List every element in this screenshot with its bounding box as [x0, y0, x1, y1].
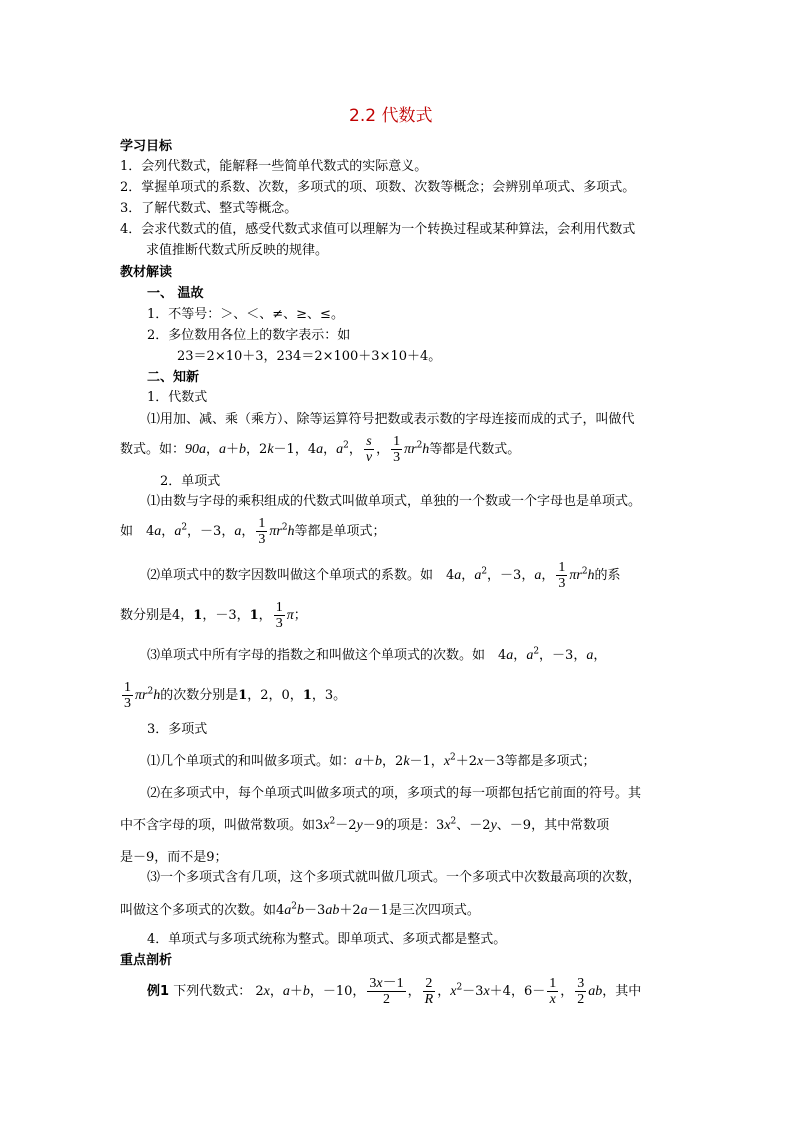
- section-2-para-1b-post: 等都是单项式；: [294, 524, 386, 539]
- section-3-para-3b-pre: 叫做这个多项式的次数。如: [120, 903, 277, 918]
- section-3-para-2b-pre: 中不含字母的项，叫做常数项。如: [120, 818, 316, 833]
- section-2-para-2a-pre: ⑵单项式中的数字因数叫做这个单项式的系数。如: [147, 568, 434, 583]
- section-2-para-3b: $\frac{1}{3}$ $\pi r^2h$的次数分别是1，2，0，1，3。: [124, 680, 347, 711]
- review-item-1: 1．不等号：＞、＜、≠、≥、≤。: [147, 307, 344, 322]
- section-3-para-2c: 是－9，而不是9；: [120, 850, 228, 865]
- section-4: 4．单项式与多项式统称为整式。即单项式、多项式都是整式。: [147, 932, 507, 947]
- example-1-label: 例1: [147, 984, 170, 999]
- goal-item-1: 1．会列代数式，能解释一些简单代数式的实际意义。: [120, 159, 428, 174]
- review-item-2: 2．多位数用各位上的数字表示：如: [147, 328, 351, 343]
- new-heading: 二、知新: [147, 370, 200, 385]
- example-1: 例1 下列代数式： 2x，a＋b，－10， $\frac{3x-1}{2}$ ， $\frac{2}{R}$ ，$x^2-3x+4$，6－ $\frac{1}{x}$ ， $\frac{3}{2}$ ab，其中: [147, 976, 642, 1007]
- section-1-para-1b-post: 等都是代数式。: [429, 442, 521, 457]
- section-2-para-1a: ⑴由数与字母的乘积组成的代数式叫做单项式，单独的一个数或一个字母也是单项式。: [147, 494, 642, 509]
- analysis-heading: 重点剖析: [120, 953, 173, 968]
- section-1-para-1b-pre: 数式。如：: [120, 442, 186, 457]
- section-2-para-2a-post: 的系: [594, 568, 621, 583]
- section-2-para-2a: ⑵单项式中的数字因数叫做这个单项式的系数。如 4a，$a^2$，－3，a， $\frac{1}{3}$ $\pi r^2h$的系: [147, 560, 621, 591]
- goal-item-4: 4．会求代数式的值，感受代数式求值可以理解为一个转换过程或某种算法，会利用代数式: [120, 222, 636, 237]
- section-3-para-3a: ⑶一个多项式含有几项，这个多项式就叫做几项式。一个多项式中次数最高项的次数，: [147, 870, 642, 885]
- section-2-title: 2．单项式: [160, 474, 221, 489]
- example-1-text: 下列代数式：: [173, 984, 252, 999]
- goals-heading: 学习目标: [120, 139, 173, 154]
- section-2-para-1b-pre: 如: [120, 524, 134, 539]
- section-3-para-2b-post: ，其中常数项: [531, 818, 610, 833]
- section-3-para-3b: 叫做这个多项式的次数。如$4a^2b-3ab+2a-1$是三次四项式。: [120, 901, 480, 918]
- review-heading: 一、 温故: [147, 286, 204, 301]
- section-2-para-3a: ⑶单项式中所有字母的指数之和叫做这个单项式的次数。如 4a，$a^2$，－3，a，: [147, 646, 607, 663]
- section-3-para-3b-post: 是三次四项式。: [388, 903, 480, 918]
- section-2-para-2b: 数分别是4，1，－3，1， $\frac{1}{3}$ π；: [120, 600, 307, 631]
- page-title: 2.2 代数式: [349, 106, 433, 126]
- section-3-para-1: ⑴几个单项式的和叫做多项式。如：a＋b，2k－1，$x^2+2x-3$等都是多项式；: [147, 752, 596, 769]
- section-3-para-2a: ⑵在多项式中，每个单项式叫做多项式的项，多项式的每一项都包括它前面的符号。其: [147, 786, 642, 801]
- section-2-para-2b-pre: 数分别是: [120, 608, 173, 623]
- textbook-heading: 教材解读: [120, 265, 173, 280]
- section-3-para-2b-mid: 的项是：: [384, 818, 437, 833]
- section-3-para-1-post: 等都是多项式；: [504, 754, 596, 769]
- goal-item-4-cont: 求值推断代数式所反映的规律。: [146, 243, 329, 258]
- section-1-para-1b: 数式。如：90a，a＋b，2k－1，4a，$a^2$， $\frac{s}{v}$ ， $\frac{1}{3}$ $\pi r^2h$等都是代数式。: [120, 434, 521, 465]
- goal-item-3: 3．了解代数式、整式等概念。: [120, 201, 298, 216]
- section-2-para-3a-pre: ⑶单项式中所有字母的指数之和叫做这个单项式的次数。如: [147, 648, 486, 663]
- section-3-para-1-pre: ⑴几个单项式的和叫做多项式。如：: [147, 754, 356, 769]
- review-item-3: 23＝2×10＋3，234＝2×100＋3×10＋4。: [177, 349, 442, 364]
- goal-item-2: 2．掌握单项式的系数、次数，多项式的项、项数、次数等概念；会辨别单项式、多项式。: [120, 180, 636, 195]
- example-1-tail: 其中: [615, 984, 642, 999]
- section-1-title: 1．代数式: [147, 390, 208, 405]
- section-3-para-2b: 中不含字母的项，叫做常数项。如$3x^2-2y-9$的项是：$3x^2$、－2y、－9，其中常数项: [120, 816, 610, 833]
- section-2-para-3b-post: 的次数分别是: [160, 688, 239, 703]
- section-2-para-1b: 如 4a，$a^2$，－3，a， $\frac{1}{3}$ $\pi r^2h$等都是单项式；: [120, 516, 386, 547]
- section-3-title: 3．多项式: [147, 722, 208, 737]
- section-1-para-1a: ⑴用加、减、乘（乘方）、除等运算符号把数或表示数的字母连接而成的式子，叫做代: [147, 412, 635, 427]
